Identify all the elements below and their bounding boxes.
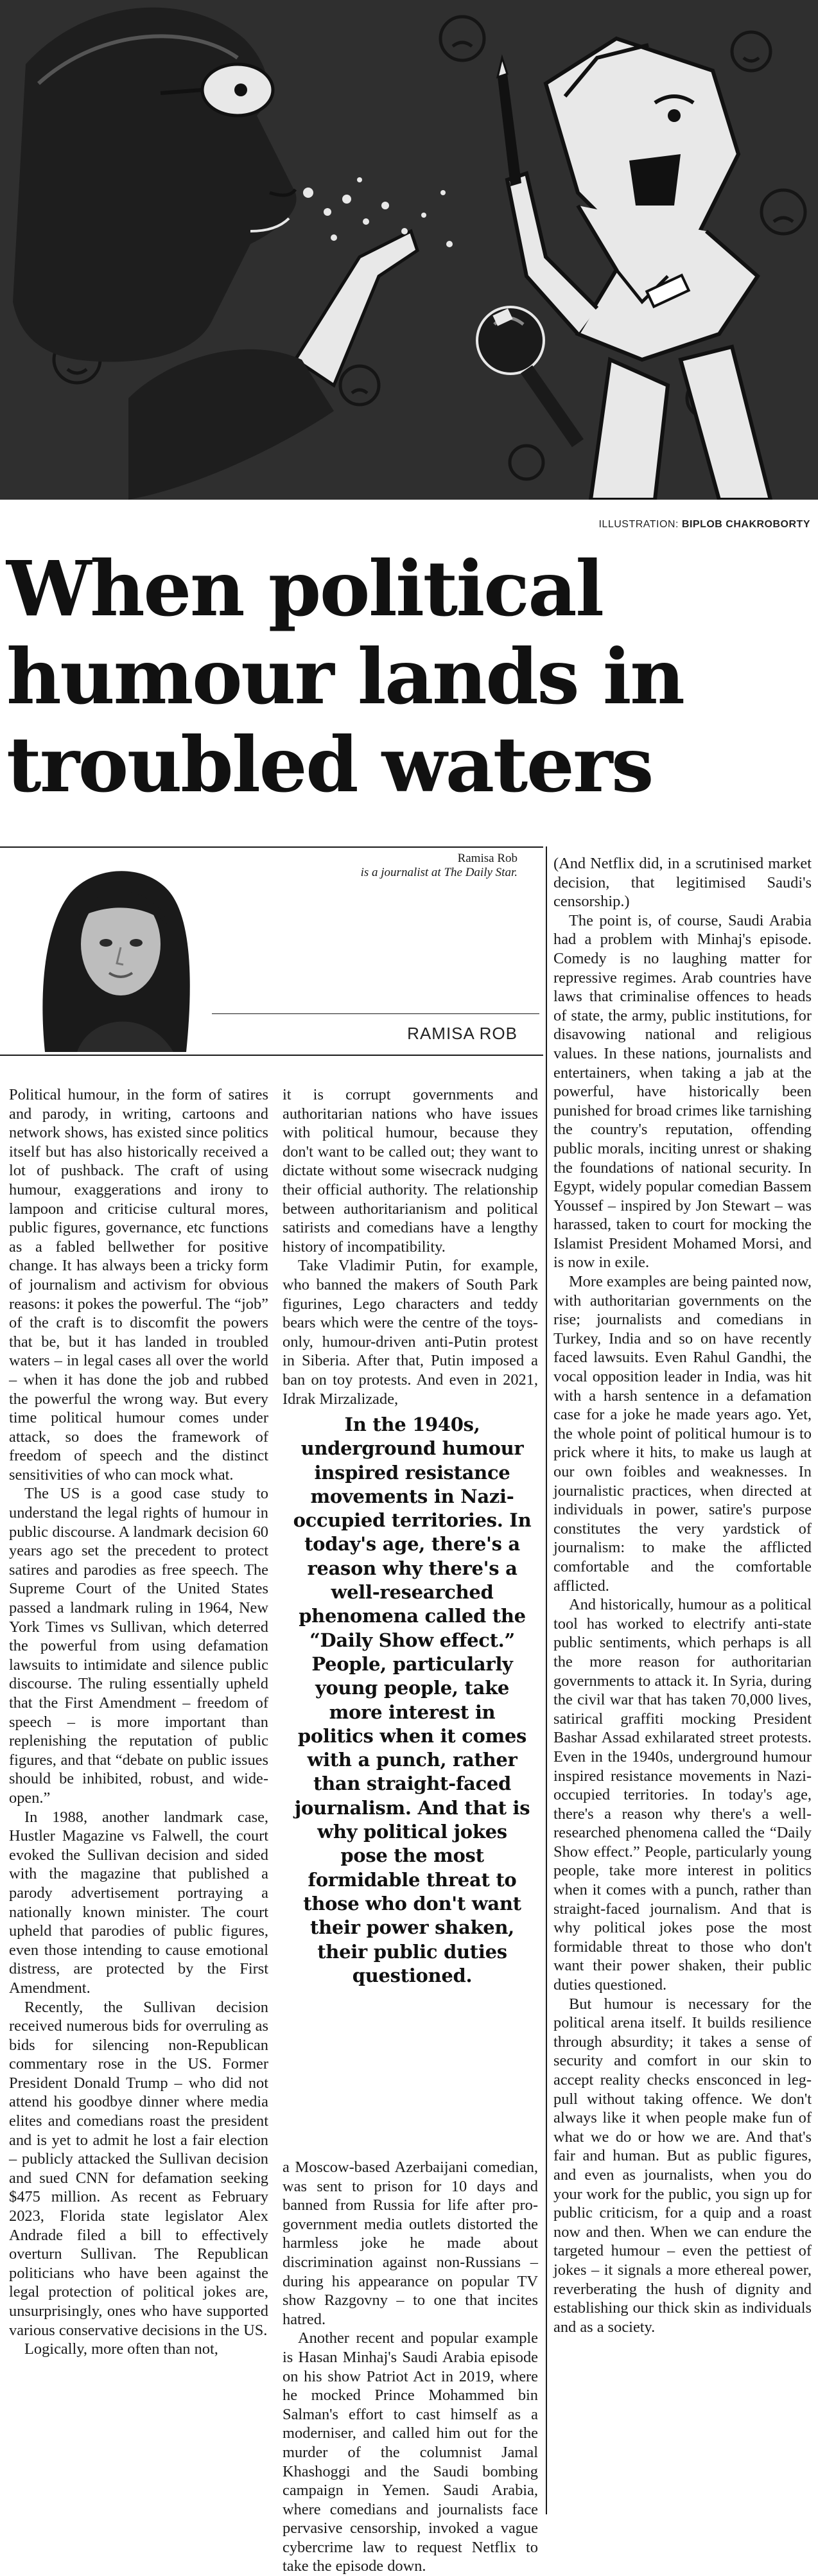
author-rule-top <box>212 1013 539 1014</box>
column-3 <box>553 854 812 2336</box>
paragraph: (And Netflix did, in a scrutinised market decision, that legitimised Saudi's censorship.) <box>553 855 812 911</box>
paragraph: Recently, the Sullivan decision received numerous bids for overruling as bids for silencing non-Republican commentary rose in the US. Former President Donald Trump – who did not attend his goodbye dinner where media elites and comedians roast the president and is yet to admit he lost a fair election – publicly attacked the Sullivan decision and sued CNN for defamation seeking $475 million. As recent as February 2023, Florida state legislator Alex Andrade filed a bill to effectively overturn Sullivan. The Republican politicians who have been against the legal protection of political jokes are, unsurprisingly, ones who have supported various conservative decisions in the US. <box>9 1998 268 2339</box>
cartoon-illustration <box>0 0 818 500</box>
paragraph: Political humour, in the form of satires and parody, in writing, cartoons and network shows, has existed since politics itself but has also historically received a lot of pushback. The craft of using humour, exaggerations and irony to lampoon and criticise cultural mores, public figures, governance, etc functions as a fabled bellwether for positive change. It has always been a tricky form of journalism and activism for obvious reasons: it pokes the powerful. The “job” of the craft is to discomfit the powers that be, but it has landed in troubled waters – in legal cases all over the world – when it has done the job and rubbed the powerful the wrong way. But every time political humour comes under attack, so does the framework of freedom of speech and the distinct sensitivities of who can mock what. <box>9 1086 268 1484</box>
paragraph: The US is a good case study to understand the legal rights of humour in public discourse. A landmark decision 60 years ago set the precedent to protect satires and parodies as free speech. The Supreme Court of the United States passed a landmark ruling in 1964, New York Times vs Sullivan, which deterred the powerful from using defamation lawsuits to intimidate and silence public discourse. The ruling essentially upheld that the First Amendment – freedom of speech – is more important than replenishing the reputation of public figures, and that “debate on public issues should be inhibited, robust, and wide-open.” <box>9 1485 268 1807</box>
illustration-credit <box>598 519 810 530</box>
author-portrait <box>0 848 212 1052</box>
credit-label: ILLUSTRATION: <box>598 519 679 530</box>
column-2 <box>283 1085 538 1408</box>
credit-name: BIPLOB CHAKROBORTY <box>681 519 810 530</box>
headline-line-2: humour lands in <box>6 632 684 721</box>
column-2-continued <box>283 2158 538 2576</box>
column-divider <box>546 846 547 2514</box>
paragraph: And historically, humour as a political tool has worked to electrify anti-state public sentiments, which perhaps is all the more reason for authoritarian governments to attack it. In Syria, during the civil war that has taken 70,000 lives, satirical graffiti mocking President Bashar Assad exhilarated street protests. Even in the 1940s, underground humour inspired resistance movements in Nazi-occupied territories. In today's age, there's a reason why there's a well-researched phenomena called the “Daily Show effect.” People, particularly young people, take more interest in politics when it comes with a punch, rather than straight-faced journalism. And that is why political jokes pose the most formidable threat to those who don't want their power shaken, their public duties questioned. <box>553 1596 812 1994</box>
headline <box>6 545 803 809</box>
byline-role: is a journalist at The Daily Star. <box>360 866 518 879</box>
pull-quote: In the 1940s, underground humour inspired resistance movements in Nazi-occupied territories. In today's age, there's a reason why there's a well-researched phenomena called the “Daily Show effect.” People, particularly young people, take more interest in politics when it comes with a punch, rather than straight-faced journalism. And that is why political jokes pose the most formidable threat to those who don't want their power shaken, their public duties questioned. <box>293 1414 532 1986</box>
paragraph: But humour is necessary for the political arena itself. It builds resilience through absurdity; it takes a sense of security and comfort in our skin to accept reality checks ensconced in leg-pull without taking offence. We don't always like it when people make fun of what we do or how we are. And that's fair and human. But as public figures, and even as journalists, when you do your work for the public, you sign up for public criticism, for a quip and a roast now and then. When we can endure the targeted humour – even the pettiest of jokes – it signals a more ethereal power, reverberating the hush of dignity and establishing our thick skin as individuals and as a society. <box>553 1995 812 2336</box>
paragraph: it is corrupt governments and authoritarian nations who have issues with political humour, because they don't want to be called out; they want to dictate without some wisecrack nudging their official authority. The relationship between authoritarianism and political satirists and comedians have a lengthy history of incompatibility. <box>283 1086 538 1256</box>
paragraph: a Moscow-based Azerbaijani comedian, was sent to prison for 10 days and banned from Russia for life after pro-government media outlets distorted the harmless joke he made about discrimination against non-Russians – during his appearance on popular TV show Razgovny – to one that incites hatred. <box>283 2159 538 2328</box>
author-name: RAMISA ROB <box>407 1024 518 1043</box>
author-byline <box>212 852 518 880</box>
headline-line-3: troubled waters <box>6 720 652 809</box>
paragraph: Another recent and popular example is Hasan Minhaj's Saudi Arabia episode on his show Patriot Act in 2019, where he mocked Prince Mohammed bin Salman's effort to cast himself as a moderniser, and called him out for the murder of the columnist Jamal Khashoggi and the Saudi bombing campaign in Yemen. Saudi Arabia, where comedians and journalists face pervasive censorship, invoked a vague cybercrime law to request Netflix to take the episode down. <box>283 2329 538 2575</box>
paragraph: Logically, more often than not, <box>24 2340 218 2358</box>
illustration <box>0 0 818 500</box>
author-photo <box>0 848 212 1052</box>
paragraph: Take Vladimir Putin, for example, who banned the makers of South Park figurines, Lego characters and teddy bears which were the centre of the toys-only, humour-driven anti-Putin protest in Siberia. After that, Putin imposed a ban on toy protests. And even in 2021, Idrak Mirzalizade, <box>283 1257 538 1408</box>
paragraph: The point is, of course, Saudi Arabia had a problem with Minhaj's episode. Comedy is no laughing matter for repressive regimes. Arab countries have laws that criminalise offences to heads of state, the army, public institutions, for disavowing national and religious values. In these nations, journalists and entertainers, when taking a jab at the powerful, have historically been punished for broad crimes like tarnishing the country's reputation, offending public morals, inciting unrest or shaking the foundations of national security. In Egypt, widely popular comedian Bassem Youssef – inspired by Jon Stewart – was harassed, taken to court for mocking the Islamist President Mohamed Morsi, and is now in exile. <box>553 911 812 1272</box>
byline-name: Ramisa Rob <box>457 852 518 865</box>
paragraph: More examples are being painted now, with authoritarian governments on the rise; journalists and comedians in Turkey, India and so on have recently faced lawsuits. Even Rahul Gandhi, the vocal opposition leader in India, was hit with a harsh sentence in a defamation case for a joke he made years ago. Yet, the whole point of political humour is to prick where it hits, to make us laugh at our own foibles and weaknesses. In journalistic practices, when directed at individuals in power, satire's purpose constitutes the very yardstick of journalism: to make the afflicted comfortable and the comfortable afflicted. <box>553 1273 812 1595</box>
headline-line-1: When political <box>6 544 603 633</box>
column-1 <box>9 1085 268 2359</box>
author-rule-bottom <box>0 1055 543 1056</box>
paragraph: In 1988, another landmark case, Hustler Magazine vs Falwell, the court evoked the Sullivan decision and sided with the magazine that published a parody advertisement portraying a nationally known minister. The court upheld that parodies of public figures, even those intending to cause emotional distress, are protected by the First Amendment. <box>9 1808 268 1997</box>
